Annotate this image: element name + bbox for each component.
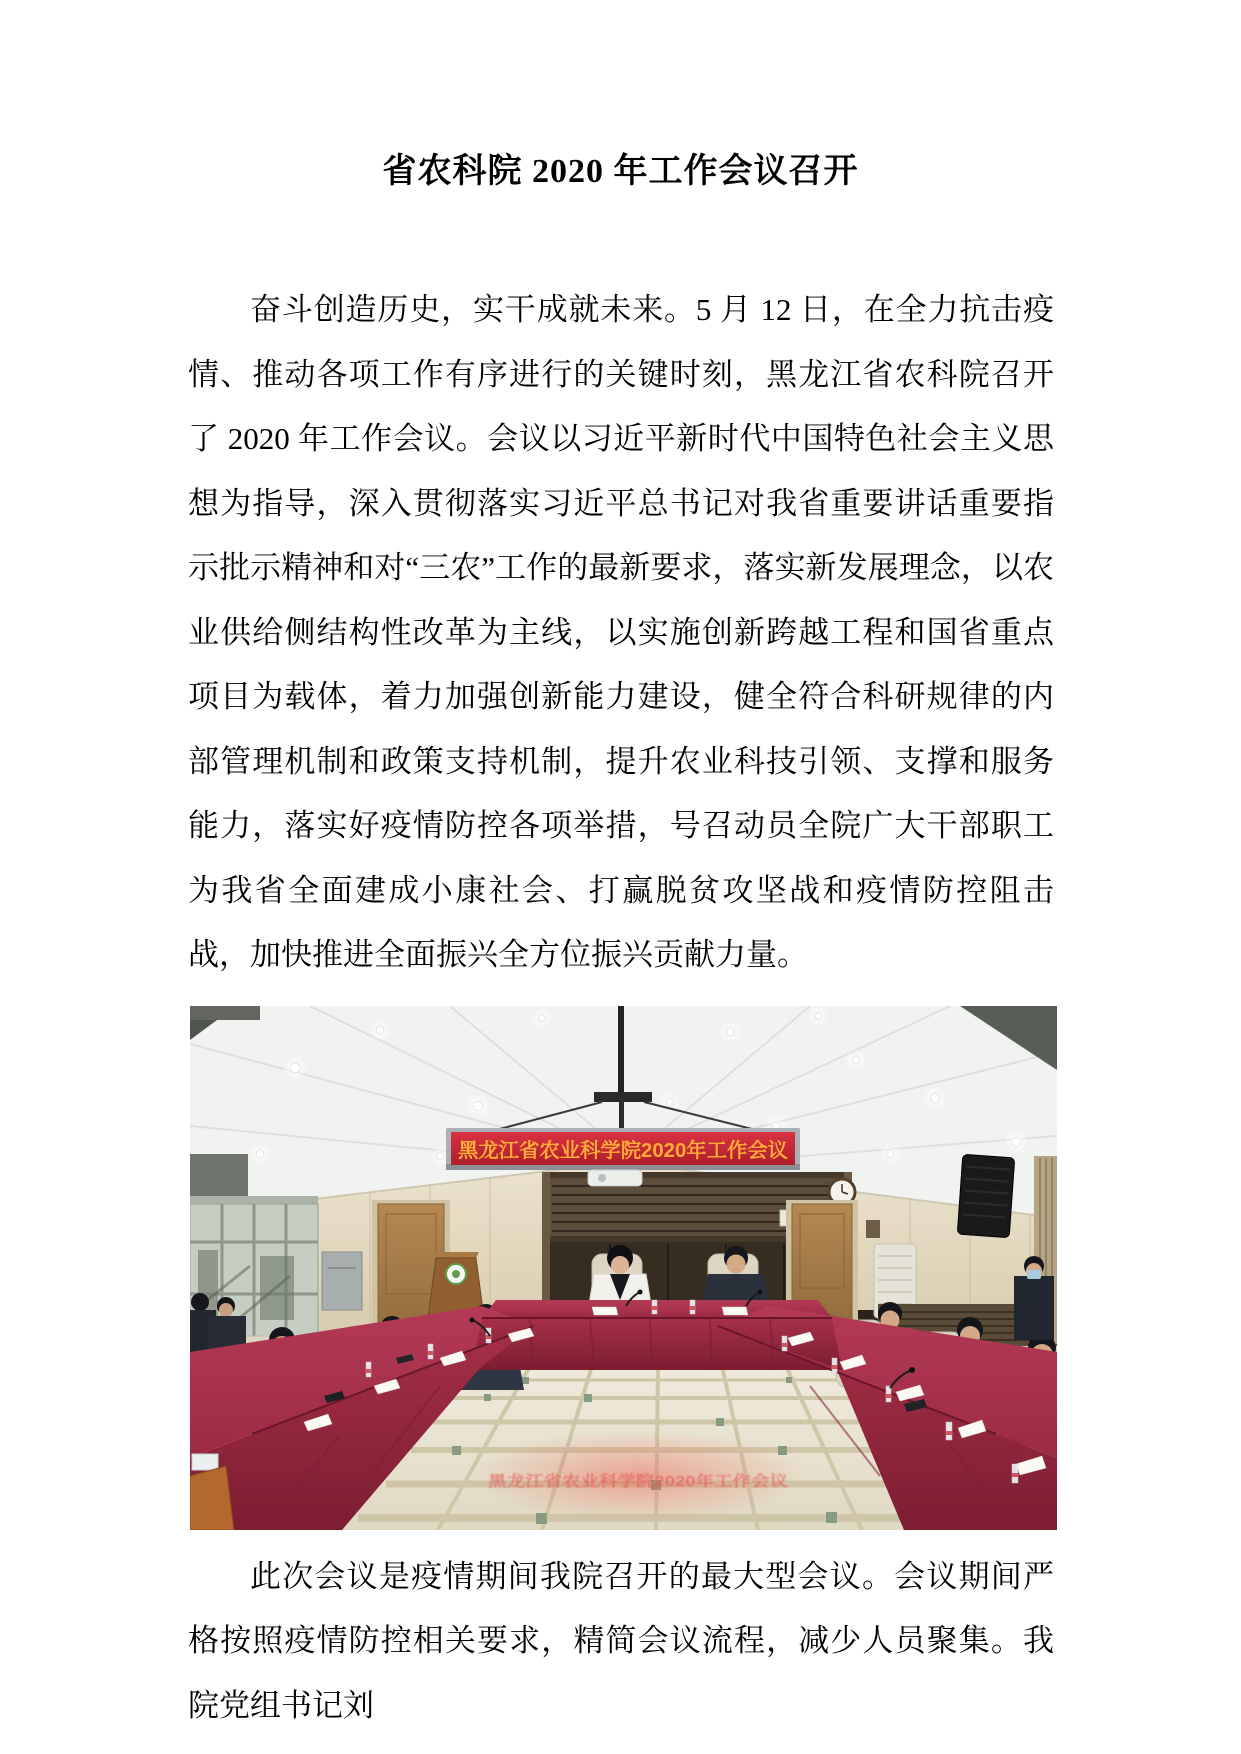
paragraph-1: 奋斗创造历史，实干成就未来。5 月 12 日，在全力抗击疫情、推动各项工作有序进行的关键时刻，黑龙江省农科院召开了 2020 年工作会议。会议以习近平新时代中国特色社会主义思想为指导，深入贯彻落实习近平总书记对我省重要讲话重要指示批示精神和对“三农”工作的最新要求，落实新发展理念，以农业供给侧结构性改革为主线，以实施创新跨越工程和国省重点项目为载体，着力加强创新能力建设，健全符合科研规律的内部管理机制和政策支持机制，提升农业科技引领、支撑和服务能力，落实好疫情防控各项举措，号召动员全院广大干部职工为我省全面建成小康社会、打赢脱贫攻坚战和疫情防控阻击战，加快推进全面振兴全方位振兴贡献力量。 bbox=[188, 292, 1055, 972]
file-cabinet bbox=[322, 1252, 362, 1310]
meeting-room-illustration bbox=[190, 1006, 1057, 1530]
ceiling-truss-left bbox=[190, 1006, 260, 1020]
wall-plaque bbox=[866, 1220, 880, 1238]
projector bbox=[588, 1170, 642, 1186]
banner-text: 黑龙江省农业科学院2020年工作会议 bbox=[458, 1139, 783, 1162]
speaker-box bbox=[957, 1154, 1014, 1237]
meeting-photo bbox=[190, 1006, 1057, 1530]
banner-reflection-text: 黑龙江省农业科学院2020年工作会议 bbox=[488, 1472, 732, 1490]
page-title: 省农科院 2020 年工作会议召开 bbox=[382, 153, 859, 190]
paragraph-2: 此次会议是疫情期间我院召开的最大型会议。会议期间严格按照疫情防控相关要求，精简会议流程，减少人员聚集。我院党组书记刘 bbox=[188, 1558, 1054, 1723]
banner-pole bbox=[618, 1006, 624, 1098]
